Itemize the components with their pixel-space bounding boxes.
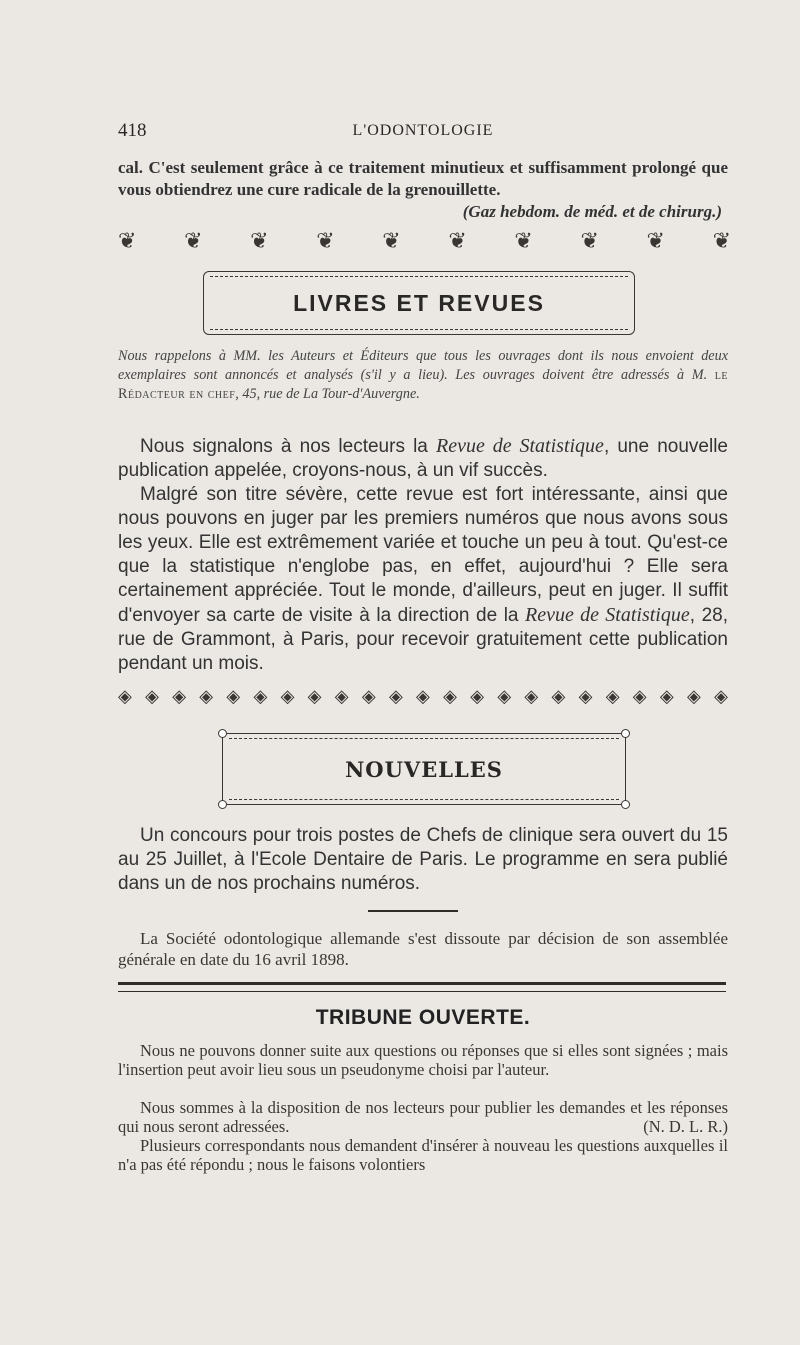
continued-text: cal. C'est seulement grâce à ce traitement minutieux et suffisamment prolongé que vous obtiendrez une cure radicale de la grenouillette.	[118, 158, 728, 199]
page-number: 418	[118, 120, 147, 141]
ornament-glyph: ◈	[416, 686, 430, 706]
ornament-glyph: ◈	[605, 686, 620, 706]
nouvelles-paragraph-1: Un concours pour trois postes de Chefs de clinique sera ouvert du 15 au 25 Juillet, à l'Ecole Dentaire de Paris. Le programme en sera publié dans un de nos prochains numéros.	[118, 825, 728, 894]
livres-paragraph-2	[118, 483, 728, 676]
ornament-glyph: ◈	[118, 686, 132, 706]
ornament-glyph: ◈	[334, 686, 349, 706]
editor-signature: (N. D. L. R.)	[643, 1117, 728, 1136]
nouvelles-heading: NOUVELLES	[345, 756, 503, 782]
journal-title: Revue de Statistique	[436, 435, 604, 457]
running-title: L'ODONTOLOGIE	[352, 122, 494, 139]
frame-corner-dot	[218, 729, 227, 738]
ornament-glyph: ◈	[497, 686, 512, 706]
ornament-glyph: ◈	[714, 686, 728, 706]
ornament-glyph: ❦	[184, 228, 200, 253]
ornament-divider-middle	[118, 686, 728, 707]
ornament-glyph: ◈	[307, 686, 322, 706]
ornament-glyph: ❦	[118, 228, 134, 253]
tribune-paragraph-1: Nous ne pouvons donner suite aux questions ou réponses que si elles sont signées ; mais l'insertion peut avoir lieu sous un pseudonyme choisi par l'auteur.	[118, 1041, 728, 1079]
ornament-glyph: ◈	[470, 686, 485, 706]
ornament-glyph: ❦	[580, 228, 596, 253]
ornament-glyph: ❦	[316, 228, 332, 253]
text: Malgré son titre sévère, cette revue est fort intéressante, ainsi que nous pouvons en juger par les premiers numéros que nous avons sous les yeux. Elle est extrêmement variée et touche un peu à tout. Qu'est-ce que la statistique n'englobe pas, en effet, aujourd'hui ? Elle sera certainement appréciée. Tout le monde, d'ailleurs, peut en juger. Il suffit d'envoyer sa carte de visite à la direction de la	[118, 484, 728, 626]
ornament-glyph: ◈	[280, 686, 295, 706]
ornament-glyph: ◈	[199, 686, 214, 706]
ornament-glyph: ◈	[443, 686, 457, 706]
ornament-glyph: ◈	[551, 686, 566, 706]
double-rule	[118, 982, 726, 992]
text: , 28, rue de Grammont, à Paris, pour recevoir gratuitement cette publication pendant un mois.	[118, 605, 728, 674]
livres-heading: LIVRES ET REVUES	[293, 289, 545, 316]
ornament-glyph: ◈	[253, 686, 268, 706]
ornament-glyph: ❦	[514, 228, 530, 253]
ornament-glyph: ❦	[250, 228, 266, 253]
nouvelles-paragraph-2: La Société odontologique allemande s'est dissoute par décision de son assemblée générale en date du 16 avril 1898.	[118, 929, 728, 969]
notice-text-2: , 45, rue de La Tour-d'Auvergne.	[235, 386, 420, 402]
tribune-paragraph-3: Plusieurs correspondants nous demandent d'insérer à nouveau les questions auxquelles il n'a pas été répondu ; nous le faisons volontiers	[118, 1136, 728, 1174]
frame-corner-dot	[621, 729, 630, 738]
ornament-glyph: ◈	[659, 686, 674, 706]
tribune-heading: TRIBUNE OUVERTE.	[315, 1006, 531, 1029]
notice-text-1: Nous rappelons à MM. les Auteurs et Éditeurs que tous les ouvrages dont ils nous envoient deux exemplaires sont annoncés et analysés (s'il y a lieu). Les ouvrages doivent être adressés à M.	[118, 348, 728, 383]
ornament-glyph: ◈	[578, 686, 593, 706]
ornament-glyph: ❦	[448, 228, 464, 253]
livres-heading-frame	[203, 271, 635, 335]
ornament-divider-top	[118, 228, 728, 254]
short-rule	[368, 910, 458, 912]
journal-title: Revue de Statistique	[525, 604, 690, 626]
ornament-glyph: ◈	[632, 686, 647, 706]
livres-paragraph-1	[118, 434, 728, 483]
frame-corner-dot	[621, 800, 630, 809]
ornament-glyph: ◈	[524, 686, 539, 706]
ornament-glyph: ◈	[361, 686, 376, 706]
ornament-glyph: ❦	[712, 228, 728, 253]
ornament-glyph: ◈	[226, 686, 241, 706]
ornament-glyph: ◈	[172, 686, 187, 706]
text: Nous signalons à nos lecteurs la	[140, 436, 437, 457]
ornament-glyph: ❦	[646, 228, 662, 253]
frame-corner-dot	[218, 800, 227, 809]
livres-notice	[118, 347, 728, 404]
ornament-glyph: ◈	[686, 686, 701, 706]
text: Nous sommes à la disposition de nos lecteurs pour publier les demandes et les réponses qui nous seront adressées.	[118, 1098, 728, 1136]
text: , une nouvelle publication appelée, croyons-nous, à un vif succès.	[118, 436, 728, 481]
ornament-glyph: ❦	[382, 228, 398, 253]
source-citation: (Gaz hebdom. de méd. et de chirurg.)	[462, 202, 722, 221]
page-header	[118, 120, 728, 144]
nouvelles-heading-frame	[222, 733, 626, 805]
ornament-glyph: ◈	[388, 686, 403, 706]
notice-smallcaps: le Rédacteur en chef	[118, 367, 728, 402]
tribune-paragraph-2	[118, 1098, 728, 1136]
continued-paragraph	[118, 157, 728, 223]
ornament-glyph: ◈	[145, 686, 159, 706]
